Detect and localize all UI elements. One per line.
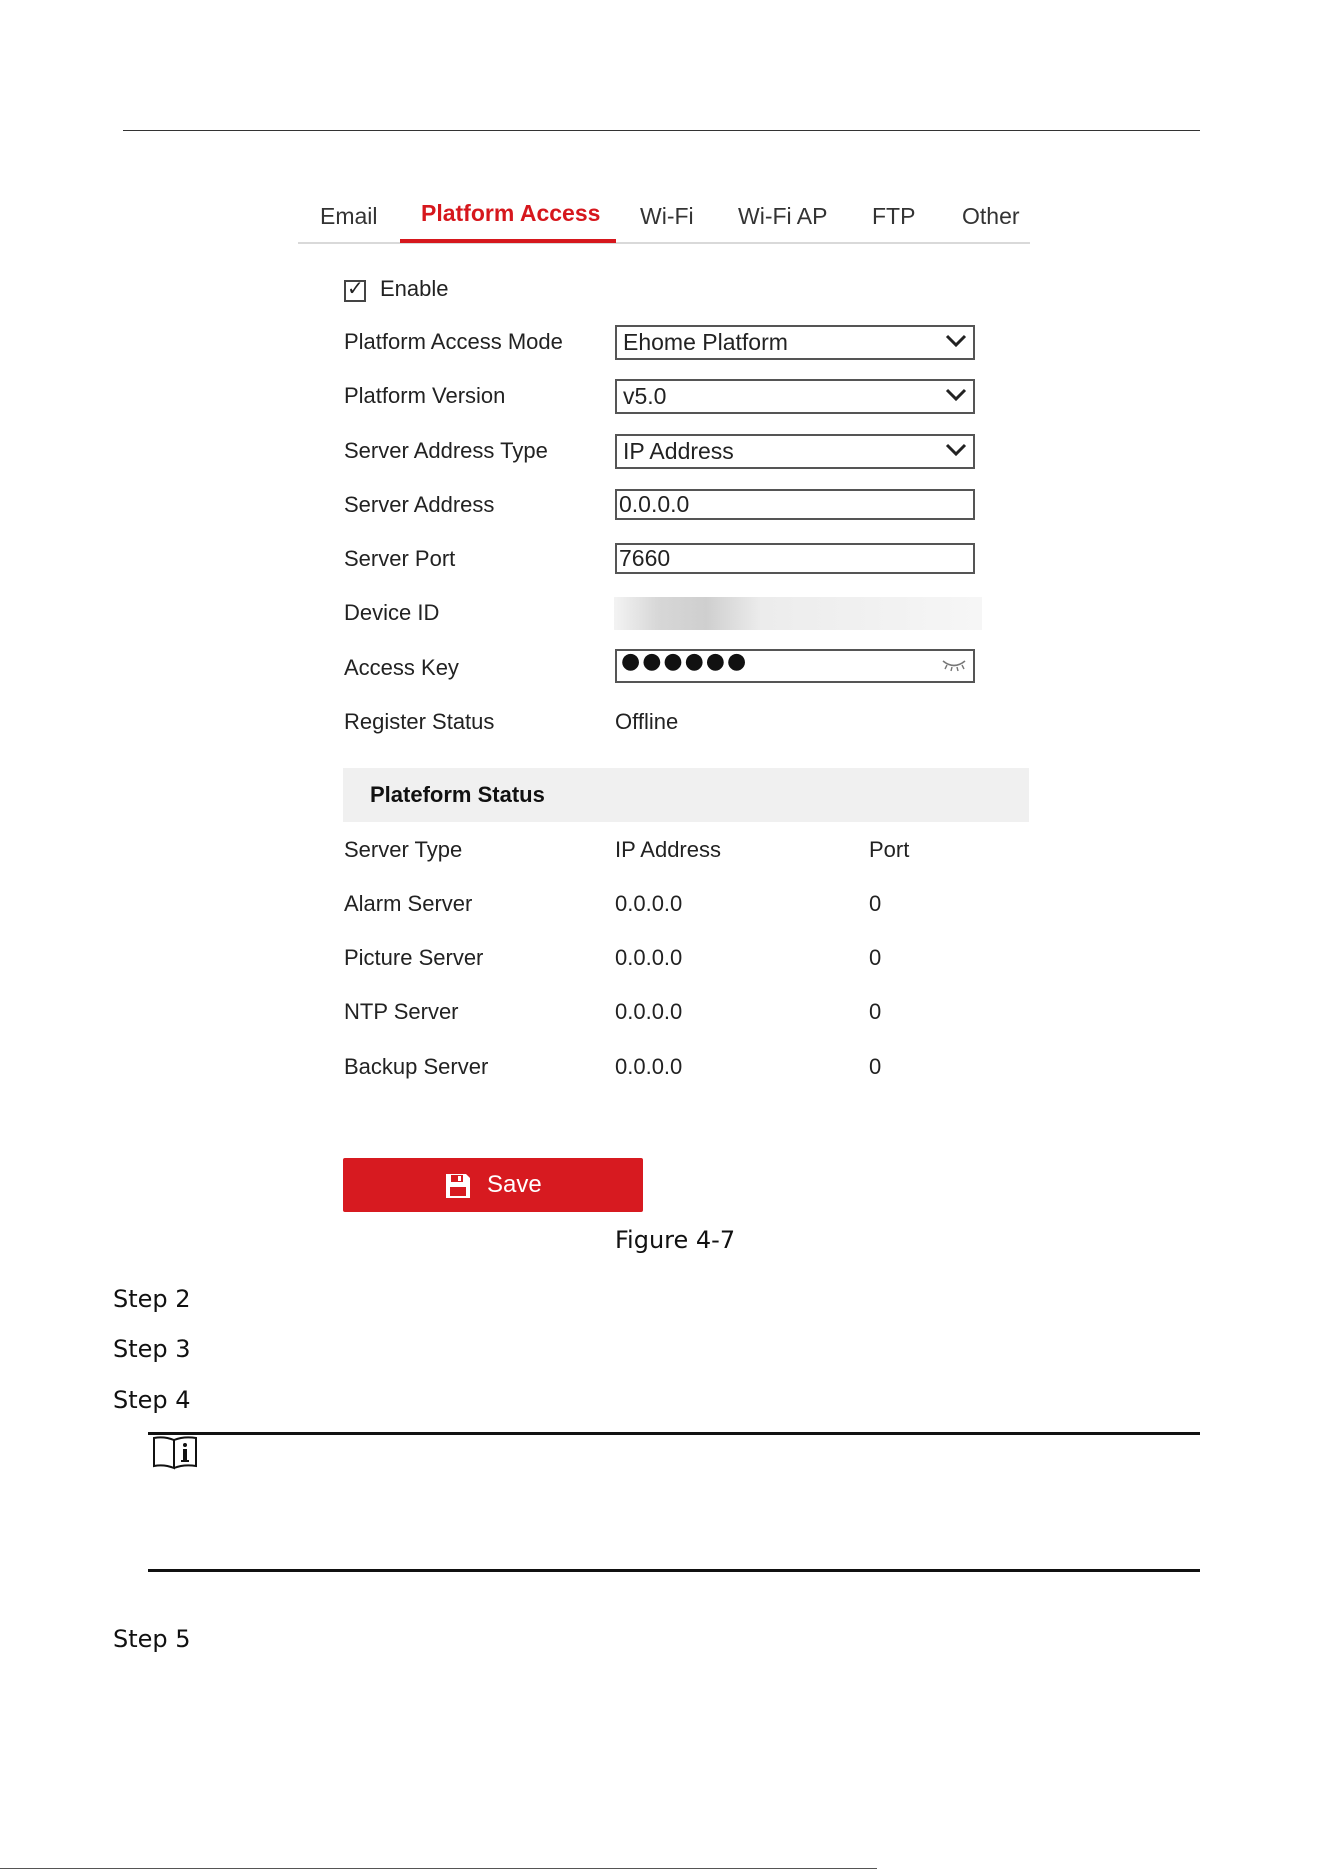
header-rule [123, 130, 1200, 131]
server-port-label: Server Port [344, 546, 456, 571]
step-label: Step 5 [113, 1625, 191, 1653]
device-id-field-blurred [614, 597, 982, 630]
note-bottom-rule [148, 1569, 1200, 1572]
port-cell: 0 [869, 999, 882, 1024]
checkmark-icon: ✓ [347, 276, 364, 300]
chevron-down-icon [945, 387, 967, 403]
save-button-label: Save [487, 1171, 542, 1198]
access-key-label: Access Key [344, 655, 459, 680]
column-header-port: Port [869, 837, 910, 862]
tab-wifi[interactable]: Wi-Fi [640, 203, 694, 229]
eye-closed-icon[interactable] [941, 657, 967, 673]
ip-address-cell: 0.0.0.0 [615, 891, 683, 916]
tab-active-indicator [400, 239, 616, 243]
server-type-cell: Picture Server [344, 945, 484, 970]
access-key-masked-value: ●●●●●● [621, 649, 749, 674]
tab-ftp[interactable]: FTP [872, 203, 916, 229]
chevron-down-icon [945, 333, 967, 349]
access-key-input[interactable] [615, 649, 975, 683]
step-label: Step 4 [113, 1386, 191, 1414]
column-header-ip-address: IP Address [615, 837, 721, 862]
register-status-value: Offline [615, 709, 679, 734]
tab-wifi-ap[interactable]: Wi-Fi AP [738, 203, 828, 229]
device-id-label: Device ID [344, 600, 440, 625]
tab-other[interactable]: Other [962, 203, 1020, 229]
column-header-server-type: Server Type [344, 837, 463, 862]
server-address-type-value: IP Address [623, 438, 734, 464]
server-type-cell: NTP Server [344, 999, 459, 1024]
server-address-type-select[interactable] [615, 434, 975, 469]
save-button[interactable] [343, 1158, 643, 1212]
platform-version-select[interactable] [615, 379, 975, 414]
platform-access-mode-value: Ehome Platform [623, 329, 788, 355]
note-top-rule [148, 1432, 1200, 1435]
enable-checkbox[interactable] [344, 276, 366, 302]
tab-email[interactable]: Email [320, 203, 378, 229]
floppy-disk-icon [444, 1172, 472, 1200]
platform-status-title: Plateform Status [370, 782, 545, 807]
server-type-cell: Backup Server [344, 1054, 489, 1079]
tab-platform-access[interactable]: Platform Access [421, 200, 601, 226]
register-status-label: Register Status [344, 709, 495, 734]
platform-version-value: v5.0 [623, 383, 667, 409]
note-book-icon [152, 1436, 198, 1470]
server-address-label: Server Address [344, 492, 495, 517]
ip-address-cell: 0.0.0.0 [615, 999, 683, 1024]
port-cell: 0 [869, 945, 882, 970]
server-address-type-label: Server Address Type [344, 438, 548, 463]
server-type-cell: Alarm Server [344, 891, 473, 916]
port-cell: 0 [869, 1054, 882, 1079]
platform-access-mode-label: Platform Access Mode [344, 329, 563, 354]
step-label: Step 3 [113, 1335, 191, 1363]
chevron-down-icon [945, 442, 967, 458]
server-address-input[interactable] [615, 489, 975, 520]
server-port-input[interactable] [615, 543, 975, 574]
step-label: Step 2 [113, 1285, 191, 1313]
platform-version-label: Platform Version [344, 383, 506, 408]
ip-address-cell: 0.0.0.0 [615, 945, 683, 970]
figure-caption: Figure 4-7 [615, 1226, 736, 1254]
footer-rule [0, 1868, 877, 1869]
port-cell: 0 [869, 891, 882, 916]
ip-address-cell: 0.0.0.0 [615, 1054, 683, 1079]
server-port-value: 7660 [619, 545, 671, 571]
enable-label: Enable [380, 276, 449, 301]
platform-access-mode-select[interactable] [615, 325, 975, 360]
server-address-value: 0.0.0.0 [619, 491, 690, 517]
